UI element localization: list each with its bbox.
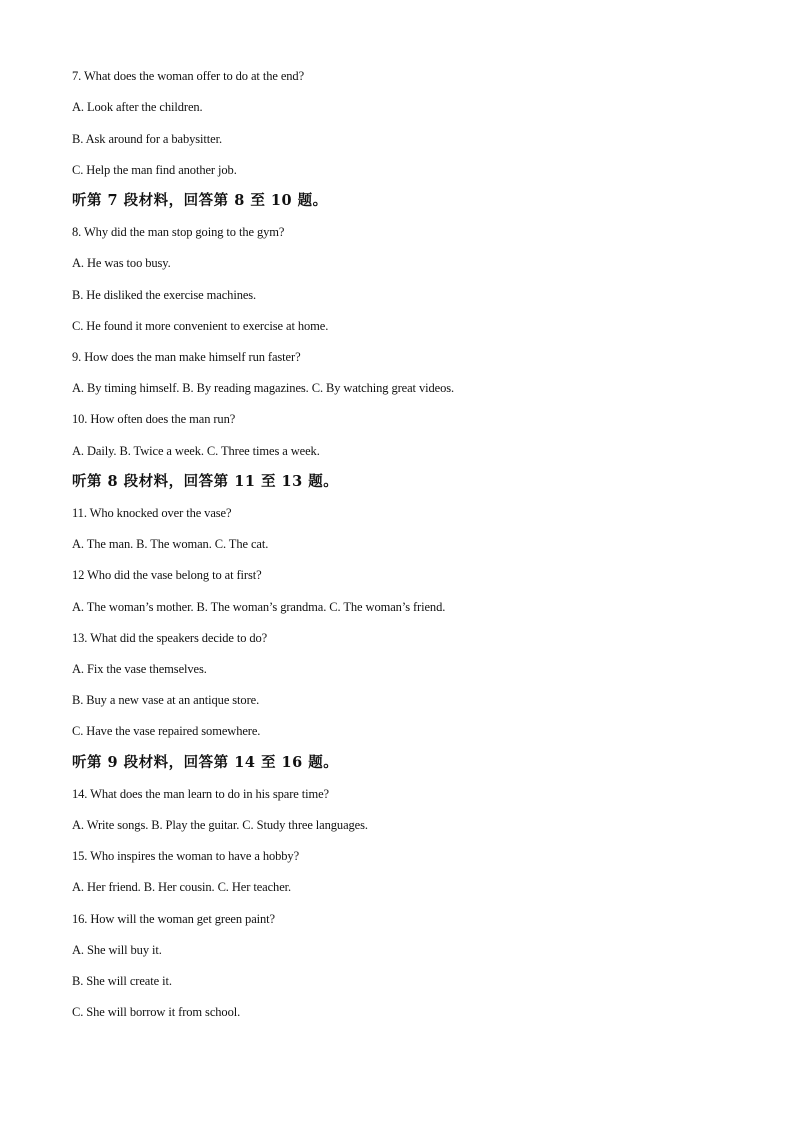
option-16c: C. She will borrow it from school. (72, 1005, 241, 1019)
section-heading-8: 听第 8 段材料，回答第 11 至 13 题。 (72, 473, 339, 490)
question-11: 11. Who knocked over the vase? (72, 506, 232, 520)
option-13c: C. Have the vase repaired somewhere. (72, 724, 261, 738)
options-10: A. Daily. B. Twice a week. C. Three times a week. (72, 444, 320, 458)
option-8b: B. He disliked the exercise machines. (72, 288, 257, 302)
option-13a: A. Fix the vase themselves. (72, 662, 207, 676)
question-8: 8. Why did the man stop going to the gym? (72, 225, 285, 239)
question-13: 13. What did the speakers decide to do? (72, 631, 268, 645)
options-14: A. Write songs. B. Play the guitar. C. Study three languages. (72, 818, 368, 832)
option-8a: A. He was too busy. (72, 256, 171, 270)
question-16: 16. How will the woman get green paint? (72, 912, 275, 926)
section-heading-7: 听第 7 段材料，回答第 8 至 10 题。 (72, 192, 328, 209)
option-7c: C. Help the man find another job. (72, 163, 237, 177)
question-15: 15. Who inspires the woman to have a hobby? (72, 849, 300, 863)
options-15: A. Her friend. B. Her cousin. C. Her teacher. (72, 880, 292, 894)
question-12: 12 Who did the vase belong to at first? (72, 568, 262, 582)
question-7: 7. What does the woman offer to do at the end? (72, 69, 305, 83)
option-7b: B. Ask around for a babysitter. (72, 132, 223, 146)
options-11: A. The man. B. The woman. C. The cat. (72, 537, 269, 551)
option-16a: A. She will buy it. (72, 943, 162, 957)
option-16b: B. She will create it. (72, 974, 172, 988)
option-7a: A. Look after the children. (72, 100, 203, 114)
options-12: A. The woman’s mother. B. The woman’s grandma. C. The woman’s friend. (72, 600, 446, 614)
question-9: 9. How does the man make himself run faster? (72, 350, 301, 364)
option-8c: C. He found it more convenient to exercise at home. (72, 319, 329, 333)
options-9: A. By timing himself. B. By reading magazines. C. By watching great videos. (72, 381, 455, 395)
question-14: 14. What does the man learn to do in his spare time? (72, 787, 330, 801)
section-heading-9: 听第 9 段材料，回答第 14 至 16 题。 (72, 754, 339, 771)
question-10: 10. How often does the man run? (72, 412, 236, 426)
option-13b: B. Buy a new vase at an antique store. (72, 693, 260, 707)
